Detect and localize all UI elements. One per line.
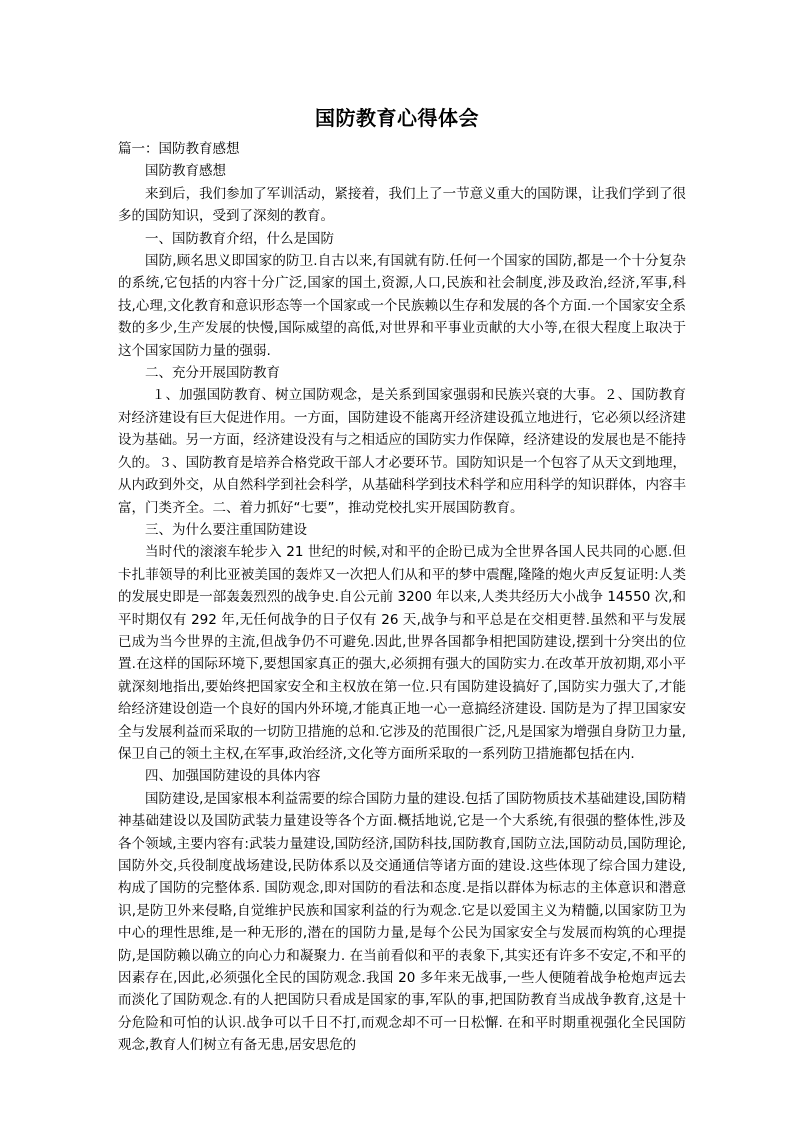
document-body: [118, 138, 686, 1057]
paragraph: 来到后，我们参加了军训活动，紧接着，我们上了一节意义重大的国防课，让我们学到了很多的国防知识，受到了深刻的教育。: [118, 185, 686, 225]
paragraph: 国防建设,是国家根本利益需要的综合国防力量的建设.包括了国防物质技术基础建设,国防精神基础建设以及国防武装力量建设等各个方面.概括地说,它是一个大系统,有很强的整体性,涉及各个领域,主要内容有:武装力量建设,国防经济,国防科技,国防教育,国防立法,国防动员,国防理论,国防外交,兵役制度战场建设,民防体系以及交通通信等诸方面的建设.这些体现了综合国力建设,构成了国防的完整体系. 国防观念,即对国防的看法和态度.是指以群体为标志的主体意识和潜意识,是防卫外来侵略,自觉维护民族和国家利益的行为观念.它是以爱国主义为精髓,以国家防卫为中心的理性思维,是一种无形的,潜在的国防力量,是每个公民为国家安全与发展而构筑的心理提防,是国防赖以确立的向心力和凝聚力. 在当前看似和平的表象下,其实还有许多不安定,不和平的因素存在,因此,必须强化全民的国防观念.我国 20 多年来无战事,一些人便随着战争枪炮声远去而淡化了国防观念.有的人把国防只看成是国家的事,军队的事,把国防教育当成战争教育,这是十分危险和可怕的认识.战争可以千日不打,而观念却不可一日松懈. 在和平时期重视强化全民国防观念,教育人们树立有备无患,居安思危的: [118, 790, 686, 1054]
paragraph: 一、国防教育介绍，什么是国防: [145, 230, 334, 247]
paragraph: 当时代的滚滚车轮步入 21 世纪的时候,对和平的企盼已成为全世界各国人民共同的心愿.但卡扎菲领导的利比亚被美国的轰炸又一次把人们从和平的梦中震醒,隆隆的炮火声反复证明:人类的发展史即是一部轰轰烈烈的战争史.自公元前 3200 年以来,人类共经历大小战争 14550 次,和平时期仅有 292 年,无任何战争的日子仅有 26 天,战争与和平总是在交相更替.虽然和平与发展已成为当今世界的主流,但战争仍不可避免.因此,世界各国都争相把国防建设,摆到十分突出的位置.在这样的国际环境下,要想国家真正的强大,必须拥有强大的国防实力.在改革开放初期,邓小平就深刻地指出,要始终把国家安全和主权放在第一位.只有国防建设搞好了,国防实力强大了,才能给经济建设创造一个良好的国内外环境,才能真正地一心一意搞经济建设. 国防是为了捍卫国家安全与发展利益而采取的一切防卫措施的总和.它涉及的范围很广泛,凡是国家为增强自身防卫力量,保卫自己的领土主权,在军事,政治经济,文化等方面所采取的一系列防卫措施都包括在内.: [118, 544, 686, 762]
paragraph: １、加强国防教育、树立国防观念，是关系到国家强弱和民族兴衰的大事。２、国防教育对经济建设有巨大促进作用。一方面，国防建设不能离开经济建设孤立地进行，它必须以经济建设为基础。另一方面，经济建设没有与之相适应的国防实力作保障，经济建设的发展也是不能持久的。３、国防教育是培养合格党政干部人才必要环节。国防知识是一个包容了从天文到地理，从内政到外交，从自然科学到社会科学，从基础科学到技术科学和应用科学的知识群体，内容丰富，门类齐全。二、着力抓好“七要”，推动党校扎实开展国防教育。: [118, 387, 686, 516]
paragraph: 四、加强国防建设的具体内容: [145, 768, 321, 785]
paragraph: 国防,顾名思义即国家的防卫.自古以来,有国就有防.任何一个国家的国防,都是一个十分复杂的系统,它包括的内容十分广泛,国家的国土,资源,人口,民族和社会制度,涉及政治,经济,军事,科技,心理,文化教育和意识形态等一个国家或一个民族赖以生存和发展的各个方面.一个国家安全系数的多少,生产发展的快慢,国际威望的高低,对世界和平事业贡献的大小等,在很大程度上取决于这个国家国防力量的强弱.: [118, 253, 686, 359]
paragraph: 国防教育感想: [145, 163, 226, 180]
document-title: 国防教育心得体会: [315, 106, 479, 130]
paragraph: 三、为什么要注重国防建设: [145, 521, 307, 538]
paragraph: 篇一：国防教育感想: [118, 141, 240, 157]
paragraph: 二、充分开展国防教育: [145, 365, 280, 382]
